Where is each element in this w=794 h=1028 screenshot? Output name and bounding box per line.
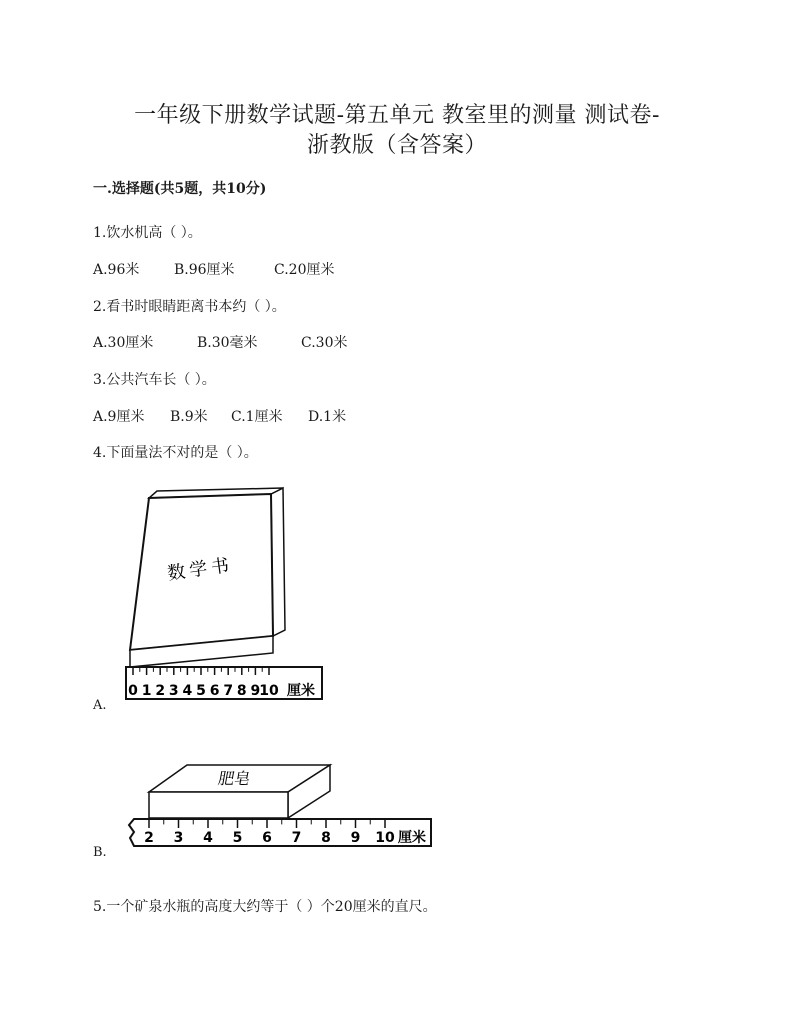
ruler-labels — [144, 830, 395, 846]
option-c: C.30米 — [301, 335, 348, 351]
option-d: D.1米 — [308, 409, 347, 425]
ruler-b-label: 5 — [232, 830, 243, 846]
question-3: 3.公共汽车长（ ）。 — [93, 372, 216, 388]
question-4: 4.下面量法不对的是（ ）。 — [93, 445, 258, 461]
page-title-line1: 一年级下册数学试题-第五单元 教室里的测量 测试卷- — [134, 103, 660, 128]
option-b: B.96厘米 — [174, 262, 235, 278]
figure-a-label: A. — [93, 698, 107, 713]
ruler-a-label: 6 — [209, 683, 220, 699]
ruler-a-label: 1 — [141, 683, 152, 699]
ruler-a-label: 8 — [236, 683, 247, 699]
ruler-b-label: 4 — [203, 830, 213, 846]
ruler-a-label: 0 — [128, 683, 138, 699]
question-3-options — [93, 406, 346, 426]
ruler-a-label: 7 — [223, 683, 234, 699]
book-ruler-figure — [125, 485, 335, 703]
ruler-a-label: 2 — [155, 683, 166, 699]
soap-label: 肥皂 — [216, 769, 253, 788]
question-2: 2.看书时眼睛距离书本约（ ）。 — [93, 299, 286, 315]
option-b: B.30毫米 — [197, 335, 258, 351]
option-b: B.9米 — [170, 409, 208, 425]
ruler-b-label: 6 — [262, 830, 272, 846]
ruler-labels — [128, 683, 279, 699]
question-1-options — [93, 259, 334, 279]
option-a: A.9厘米 — [93, 409, 145, 425]
ruler-b-label: 9 — [350, 830, 361, 846]
ruler-a-label: 4 — [182, 683, 193, 699]
ruler-unit: 厘米 — [287, 683, 315, 699]
page-title-line2: 浙教版（含答案） — [306, 133, 487, 158]
ruler-a-label: 5 — [196, 683, 206, 699]
ruler-b-label: 2 — [144, 830, 154, 846]
option-a: A.30厘米 — [93, 335, 154, 351]
ruler-b-label: 7 — [291, 830, 302, 846]
ruler-a-label: 9 — [250, 683, 261, 699]
ruler-b-label: 8 — [321, 830, 331, 846]
option-a: A.96米 — [93, 262, 140, 278]
ruler-b-label: 3 — [173, 830, 184, 846]
question-2-options — [93, 332, 347, 352]
option-c: C.20厘米 — [274, 262, 335, 278]
figure-b-label: B. — [93, 845, 107, 860]
section-heading: 一.选择题(共5题，共10分) — [93, 181, 267, 197]
option-c: C.1厘米 — [231, 409, 283, 425]
ruler-b-label: 10 — [375, 830, 395, 846]
question-1: 1.饮水机高（ ）。 — [93, 225, 202, 241]
ruler-a-label: 10 — [259, 683, 279, 699]
ruler-unit: 厘米 — [398, 830, 426, 846]
question-5: 5.一个矿泉水瓶的高度大约等于（ ）个20厘米的直尺。 — [93, 899, 437, 915]
ruler-a-label: 3 — [168, 683, 179, 699]
soap-ruler-figure — [125, 758, 435, 853]
book-title: 数学书 — [166, 554, 235, 585]
soap-front — [149, 792, 288, 818]
